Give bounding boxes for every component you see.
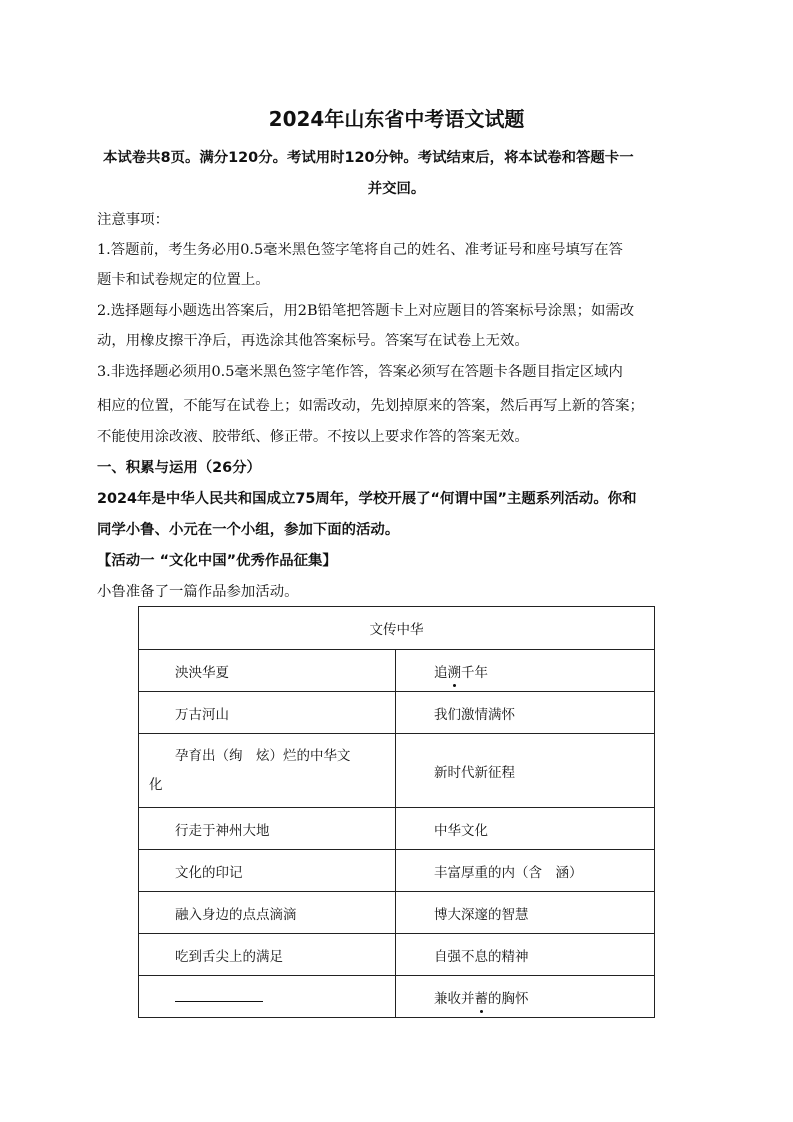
notice-1-line-1: 1.答题前，考生务必用0.5毫米黑色签字笔将自己的姓名、准考证号和座号填写在答	[97, 242, 623, 258]
poem-right-line: 新时代新征程	[434, 764, 515, 781]
notice-3-line-2: 相应的位置，不能写在试卷上；如需改动，先划掉原来的答案，然后再写上新的答案；	[97, 398, 644, 414]
poem-right-line: 我们激情满怀	[434, 706, 515, 723]
activity-description: 小鲁准备了一篇作品参加活动。	[97, 584, 299, 600]
poem-left-line: 泱泱华夏	[175, 664, 229, 681]
context-line-1: 2024年是中华人民共和国成立75周年，学校开展了“何谓中国”主题系列活动。你和	[97, 491, 637, 507]
poem-left-line: 孕育出（绚 炫）烂的中华文 化	[139, 734, 396, 808]
poem-table	[138, 606, 655, 1018]
poem-right-line: 兼收并蓄的胸怀	[396, 976, 655, 1018]
notice-1-line-2: 题卡和试卷规定的位置上。	[97, 272, 270, 288]
poem-left-line: 万古河山	[175, 706, 229, 723]
notice-heading: 注意事项：	[97, 212, 169, 228]
emphasis-dot-char: 溯	[448, 661, 462, 681]
activity-heading: 【活动一 “文化中国”优秀作品征集】	[97, 553, 337, 569]
poem-left-line: 吃到舌尖上的满足	[175, 948, 283, 965]
answer-blank	[175, 987, 263, 1002]
poem-right-line: 追溯千年	[396, 650, 655, 692]
notice-2-line-1: 2.选择题每小题选出答案后，用2B铅笔把答题卡上对应题目的答案标号涂黑；如需改	[97, 303, 635, 319]
notice-3-line-1: 3.非选择题必须用0.5毫米黑色签字笔作答，答案必须写在答题卡各题目指定区域内	[97, 364, 623, 380]
poem-right-line: 中华文化	[434, 822, 488, 839]
notice-3-line-3: 不能使用涂改液、胶带纸、修正带。不按以上要求作答的答案无效。	[97, 429, 529, 445]
intro-line-2: 并交回。	[367, 181, 426, 197]
poem-right-line: 丰富厚重的内（含 涵）	[434, 864, 583, 881]
context-line-2: 同学小鲁、小元在一个小组，参加下面的活动。	[97, 522, 400, 538]
poem-left-line: 行走于神州大地	[175, 822, 270, 839]
intro-line-1: 本试卷共8页。满分120分。考试用时120分钟。考试结束后，将本试卷和答题卡一	[103, 150, 634, 166]
poem-left-line: 文化的印记	[175, 864, 243, 881]
poem-left-line: 融入身边的点点滴滴	[175, 906, 297, 923]
page-title: 2024年山东省中考语文试题	[268, 107, 525, 131]
poem-title: 文传中华	[139, 607, 655, 650]
notice-2-line-2: 动，用橡皮擦干净后，再选涂其他答案标号。答案写在试卷上无效。	[97, 333, 529, 349]
emphasis-dot-char: 蓄	[475, 987, 489, 1007]
poem-right-line: 博大深邃的智慧	[434, 906, 529, 923]
section-heading: 一、积累与运用（26分）	[97, 460, 261, 476]
poem-right-line: 自强不息的精神	[434, 948, 529, 965]
